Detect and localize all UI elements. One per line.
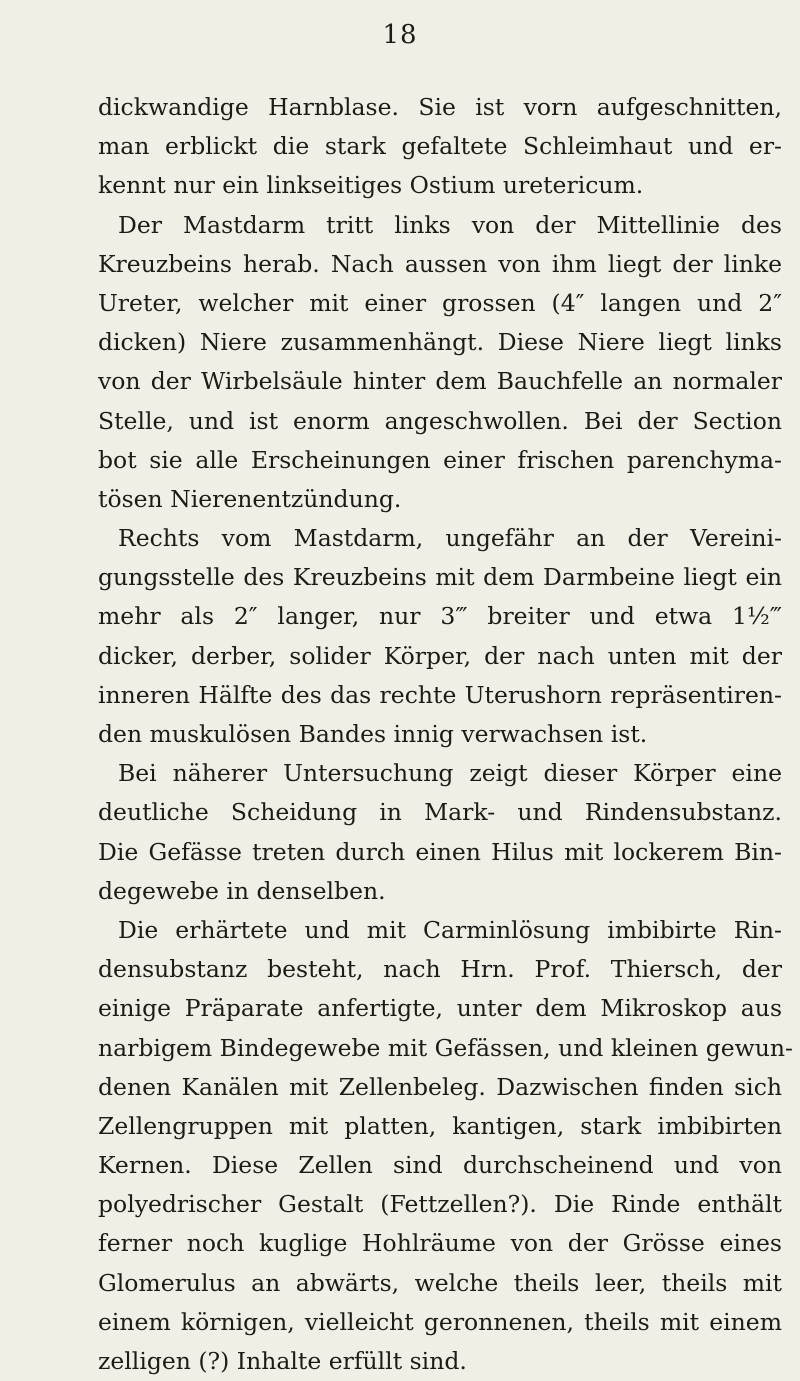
text-line: einem körnigen, vielleicht geronnenen, theils mit einem <box>98 1307 782 1336</box>
text-line: von der Wirbelsäule hinter dem Bauchfelle an normaler <box>98 367 782 396</box>
text-line: Kernen. Diese Zellen sind durchscheinend und von <box>98 1151 782 1180</box>
text-line: dickwandige Harnblase. Sie ist vorn aufgeschnitten, <box>98 93 782 121</box>
text-line: Glomerulus an abwärts, welche theils leer, theils mit <box>98 1268 782 1297</box>
text-line: dicken) Niere zusammenhängt. Diese Niere liegt links <box>98 328 782 357</box>
text-line: deutliche Scheidung in Mark- und Rindensubstanz. <box>98 798 782 827</box>
text-line: Ureter, welcher mit einer grossen (4″ langen und 2″ <box>98 288 782 317</box>
text-line: gungsstelle des Kreuzbeins mit dem Darmbeine liegt ein <box>98 563 782 592</box>
text-line: inneren Hälfte des das rechte Uterushorn repräsentiren- <box>98 680 782 709</box>
body-text <box>98 88 793 1381</box>
text-line: einige Präparate anfertigte, unter dem Mikroskop aus <box>98 994 782 1023</box>
text-line: Rechts vom Mastdarm, ungefähr an der Vereini- <box>118 524 782 553</box>
text-line: tösen Nierenentzündung. <box>98 484 402 513</box>
text-line: narbigem Bindegewebe mit Gefässen, und kleinen gewun- <box>98 1033 793 1062</box>
text-line: Stelle, und ist enorm angeschwollen. Bei der Section <box>98 406 782 435</box>
text-line: man erblickt die stark gefaltete Schleimhaut und er- <box>98 132 782 161</box>
text-line: den muskulösen Bandes innig verwachsen ist. <box>98 720 648 748</box>
text-line: Der Mastdarm tritt links von der Mittellinie des <box>118 210 782 239</box>
text-line: densubstanz besteht, nach Hrn. Prof. Thiersch, der <box>98 955 782 984</box>
text-line: dicker, derber, solider Körper, der nach unten mit der <box>98 641 782 670</box>
text-line: Kreuzbeins herab. Nach aussen von ihm liegt der linke <box>98 249 782 278</box>
text-line: denen Kanälen mit Zellenbeleg. Dazwischen finden sich <box>98 1072 782 1101</box>
text-line: Zellengruppen mit platten, kantigen, stark imbibirten <box>98 1111 782 1140</box>
page-number: 18 <box>382 20 418 50</box>
text-line: Die Gefässe treten durch einen Hilus mit lockerem Bin- <box>98 837 782 866</box>
text-line: bot sie alle Erscheinungen einer frischen parenchyma- <box>98 445 782 474</box>
text-line: Bei näherer Untersuchung zeigt dieser Körper eine <box>118 759 782 788</box>
text-line: degewebe in denselben. <box>98 876 386 905</box>
text-line: kennt nur ein linkseitiges Ostium uretericum. <box>98 171 644 200</box>
text-line: Die erhärtete und mit Carminlösung imbibirte Rin- <box>118 915 782 944</box>
text-line: polyedrischer Gestalt (Fettzellen?). Die Rinde enthält <box>98 1190 782 1219</box>
text-line: zelligen (?) Inhalte erfüllt sind. <box>98 1347 467 1375</box>
text-line: ferner noch kuglige Hohlräume von der Grösse eines <box>98 1229 782 1258</box>
text-line: mehr als 2″ langer, nur 3‴ breiter und etwa 1½‴ <box>98 602 782 631</box>
